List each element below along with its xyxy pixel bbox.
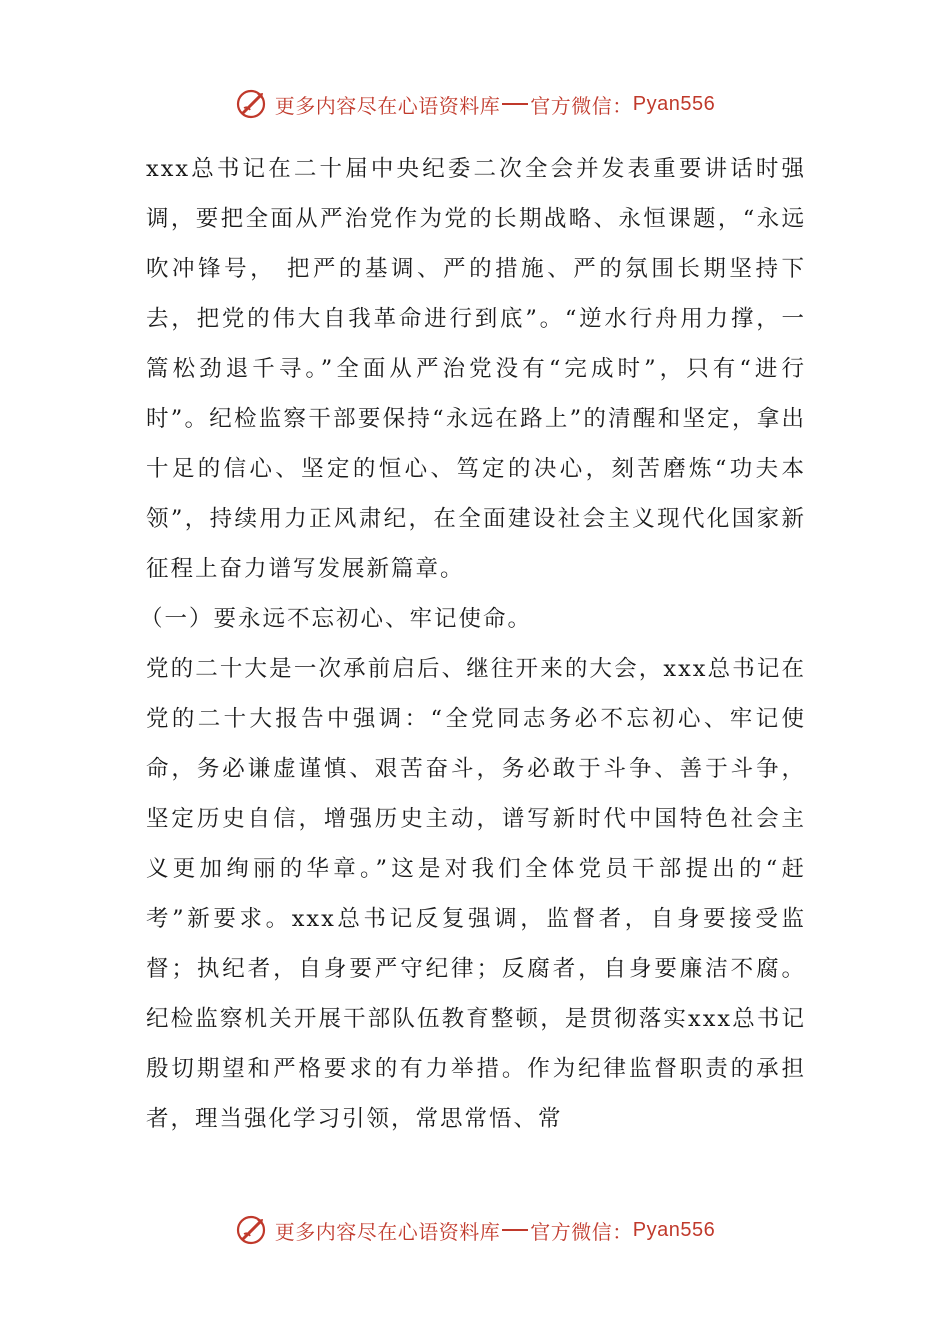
paragraph-2: 党的二十大是一次承前启后、继往开来的大会，xxx总书记在党的二十大报告中强调：“全党同志务必不忘初心、牢记使命，务必谦虚谨慎、艰苦奋斗，务必敢于斗争、善于斗争，坚定历史自信，增强历史主动，谱写新时代中国特色社会主义更加绚丽的华章。”这是对我们全体党员干部提出的“赶考”新要求。xxx总书记反复强调，监督者，自身要接受监督；执纪者，自身要严守纪律；反腐者，自身要廉洁不腐。纪检监察机关开展干部队伍教育整顿，是贯彻落实xxx总书记殷切期望和严格要求的有力举措。作为纪律监督职责的承担者，理当强化学习引领，常思常悟、常 (146, 656, 806, 1132)
footer-watermark-banner (0, 1208, 950, 1252)
banner-label: 官方微信： (530, 93, 633, 118)
banner-account: Pyan556 (632, 92, 716, 115)
banner-text: 更多内容尽在心语资料库 (274, 93, 501, 118)
banner-text: 更多内容尽在心语资料库 (274, 1219, 501, 1244)
pen-logo-icon (235, 1213, 269, 1247)
header-watermark-banner (0, 82, 950, 126)
section-heading-1: （一）要永远不忘初心、牢记使命。 (140, 606, 533, 632)
document-body (140, 144, 806, 1144)
banner-dash (502, 103, 528, 105)
pen-logo-icon (235, 87, 269, 121)
banner-dash (502, 1229, 528, 1231)
paragraph-1: xxx总书记在二十届中央纪委二次全会并发表重要讲话时强调，要把全面从严治党作为党的长期战略、永恒课题，“永远吹冲锋号， 把严的基调、严的措施、严的氛围长期坚持下去，把党的伟大自我革命进行到底”。“逆水行舟用力撑，一篙松劲退千寻。”全面从严治党没有“完成时”，只有“进行时”。纪检监察干部要保持“永远在路上”的清醒和坚定，拿出十足的信心、坚定的恒心、笃定的决心，刻苦磨炼“功夫本领”，持续用力正风肃纪，在全面建设社会主义现代化国家新征程上奋力谱写发展新篇章。 (146, 156, 806, 582)
banner-account: Pyan556 (632, 1218, 716, 1241)
banner-label: 官方微信： (530, 1219, 633, 1244)
